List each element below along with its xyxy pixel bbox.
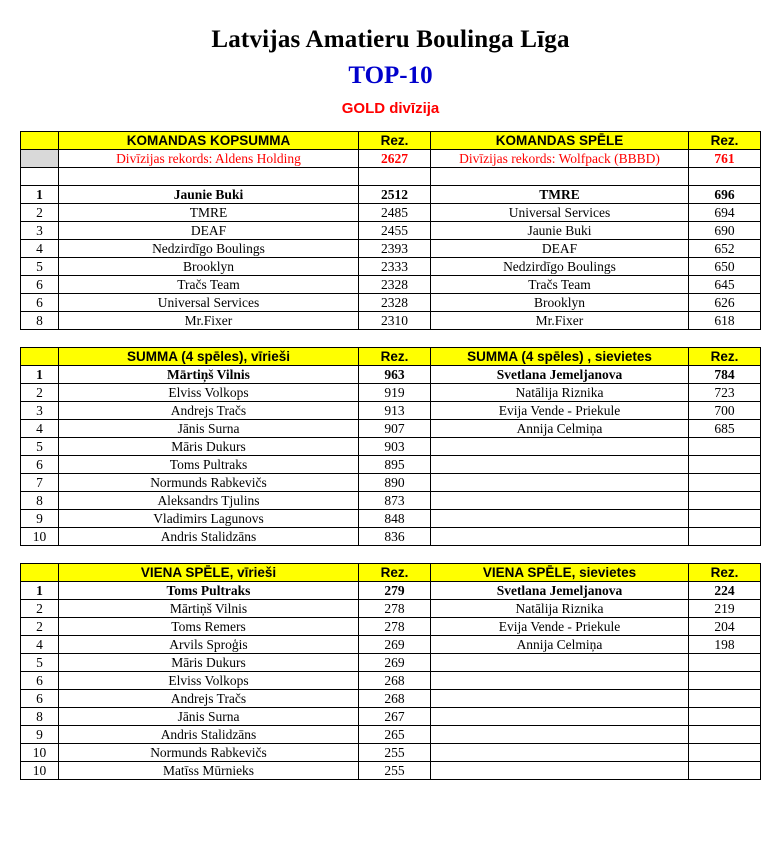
right-name-cell	[431, 690, 689, 708]
table-row	[21, 636, 761, 654]
division-label: GOLD divīzija	[341, 100, 440, 117]
right-name-cell	[431, 744, 689, 762]
right-value-cell: 204	[689, 618, 761, 636]
left-value-cell: 268	[359, 690, 431, 708]
left-name-cell: DEAF	[59, 222, 359, 240]
left-value-cell: 2328	[359, 294, 431, 312]
right-rez-header-cell: Rez.	[689, 348, 761, 366]
right-name-cell: Brooklyn	[431, 294, 689, 312]
rank-cell: 4	[21, 636, 59, 654]
left-name-cell: Jānis Surna	[59, 420, 359, 438]
rank-cell: 5	[21, 654, 59, 672]
left-name-cell: Universal Services	[59, 294, 359, 312]
right-value-cell: 700	[689, 402, 761, 420]
right-name-cell	[431, 726, 689, 744]
right-value-cell	[689, 744, 761, 762]
left-name-cell: Normunds Rabkevičs	[59, 744, 359, 762]
spacer-cell	[431, 168, 689, 186]
document-page	[0, 26, 781, 846]
right-value-cell	[689, 690, 761, 708]
left-value-cell: 2485	[359, 204, 431, 222]
right-name-cell	[431, 654, 689, 672]
right-header-cell: KOMANDAS SPĒLE	[431, 132, 689, 150]
right-value-cell	[689, 654, 761, 672]
right-name-cell	[431, 708, 689, 726]
table-row	[21, 294, 761, 312]
gap-cell	[21, 330, 59, 347]
right-value-cell	[689, 474, 761, 492]
left-name-cell: Vladimirs Lagunovs	[59, 510, 359, 528]
left-name-cell: Andris Stalidzāns	[59, 528, 359, 546]
right-name-cell	[431, 528, 689, 546]
left-name-cell: Jānis Surna	[59, 708, 359, 726]
left-value-cell: 836	[359, 528, 431, 546]
table-row	[21, 744, 761, 762]
rank-header-cell	[21, 132, 59, 150]
rank-cell: 10	[21, 744, 59, 762]
left-value-cell: 963	[359, 366, 431, 384]
right-name-cell: Universal Services	[431, 204, 689, 222]
left-value-cell: 2333	[359, 258, 431, 276]
left-name-cell: Andrejs Tračs	[59, 690, 359, 708]
right-value-cell: 650	[689, 258, 761, 276]
spacer-cell	[689, 168, 761, 186]
teams-table	[20, 131, 761, 330]
left-name-cell: Arvils Sproģis	[59, 636, 359, 654]
right-name-cell: Svetlana Jemeljanova	[431, 582, 689, 600]
right-value-cell: 626	[689, 294, 761, 312]
right-name-cell: Natālija Riznika	[431, 600, 689, 618]
gap-cell	[689, 546, 761, 563]
single-game-table	[20, 563, 761, 780]
right-name-cell: Annija Celmiņa	[431, 420, 689, 438]
table-row	[21, 420, 761, 438]
table-row	[21, 384, 761, 402]
section-gap-1	[21, 330, 761, 347]
table-row	[21, 582, 761, 600]
table-row	[21, 474, 761, 492]
right-value-cell: 690	[689, 222, 761, 240]
left-header-cell: VIENA SPĒLE, vīrieši	[59, 564, 359, 582]
table-row	[21, 240, 761, 258]
rank-cell: 4	[21, 240, 59, 258]
left-value-cell: 895	[359, 456, 431, 474]
spacer-cell	[359, 168, 431, 186]
left-record-value: 2627	[359, 150, 431, 168]
right-name-cell: Evija Vende - Priekule	[431, 618, 689, 636]
rank-header-cell	[21, 564, 59, 582]
right-name-cell: Natālija Riznika	[431, 384, 689, 402]
left-value-cell: 2455	[359, 222, 431, 240]
rank-cell: 5	[21, 438, 59, 456]
table-row	[21, 258, 761, 276]
table-row	[21, 492, 761, 510]
rank-cell: 6	[21, 294, 59, 312]
right-name-cell: DEAF	[431, 240, 689, 258]
table-row	[21, 690, 761, 708]
right-value-cell	[689, 492, 761, 510]
left-name-cell: TMRE	[59, 204, 359, 222]
left-value-cell: 269	[359, 636, 431, 654]
left-name-cell: Toms Pultraks	[59, 456, 359, 474]
left-value-cell: 2328	[359, 276, 431, 294]
rank-cell: 4	[21, 420, 59, 438]
right-name-cell	[431, 492, 689, 510]
table-row	[21, 366, 761, 384]
gap-cell	[21, 546, 59, 563]
rank-cell: 2	[21, 618, 59, 636]
right-value-cell: 645	[689, 276, 761, 294]
right-name-cell	[431, 474, 689, 492]
right-name-cell	[431, 510, 689, 528]
left-value-cell: 903	[359, 438, 431, 456]
right-record-label: Divīzijas rekords: Wolfpack (BBBD)	[431, 150, 689, 168]
table-row	[21, 618, 761, 636]
gap-row	[21, 546, 761, 563]
left-value-cell: 907	[359, 420, 431, 438]
rank-cell: 2	[21, 204, 59, 222]
left-name-cell: Brooklyn	[59, 258, 359, 276]
left-name-cell: Māris Dukurs	[59, 654, 359, 672]
left-rez-header-cell: Rez.	[359, 564, 431, 582]
right-record-value: 761	[689, 150, 761, 168]
table-row	[21, 708, 761, 726]
rank-cell: 10	[21, 528, 59, 546]
rank-cell: 6	[21, 456, 59, 474]
left-name-cell: Tračs Team	[59, 276, 359, 294]
rank-cell: 1	[21, 366, 59, 384]
left-name-cell: Aleksandrs Tjulins	[59, 492, 359, 510]
left-rez-header-cell: Rez.	[359, 348, 431, 366]
left-value-cell: 913	[359, 402, 431, 420]
right-name-cell	[431, 438, 689, 456]
left-name-cell: Mārtiņš Vilnis	[59, 366, 359, 384]
right-header-cell: VIENA SPĒLE, sievietes	[431, 564, 689, 582]
table-header-row	[21, 564, 761, 582]
right-name-cell	[431, 672, 689, 690]
left-value-cell: 848	[359, 510, 431, 528]
left-header-cell: SUMMA (4 spēles), vīrieši	[59, 348, 359, 366]
right-name-cell: Annija Celmiņa	[431, 636, 689, 654]
right-value-cell	[689, 726, 761, 744]
rank-cell: 5	[21, 258, 59, 276]
table-header-row	[21, 132, 761, 150]
left-name-cell: Mr.Fixer	[59, 312, 359, 330]
right-value-cell	[689, 456, 761, 474]
left-name-cell: Toms Pultraks	[59, 582, 359, 600]
left-value-cell: 2512	[359, 186, 431, 204]
left-name-cell: Andrejs Tračs	[59, 402, 359, 420]
left-value-cell: 279	[359, 582, 431, 600]
right-header-cell: SUMMA (4 spēles) , sievietes	[431, 348, 689, 366]
rank-cell: 9	[21, 510, 59, 528]
table-row	[21, 204, 761, 222]
right-name-cell: TMRE	[431, 186, 689, 204]
table-row	[21, 438, 761, 456]
left-value-cell: 269	[359, 654, 431, 672]
left-name-cell: Matīss Mūrnieks	[59, 762, 359, 780]
gap-cell	[59, 330, 359, 347]
table-row	[21, 456, 761, 474]
right-value-cell: 618	[689, 312, 761, 330]
right-rez-header-cell: Rez.	[689, 132, 761, 150]
rank-cell: 9	[21, 726, 59, 744]
table-row	[21, 726, 761, 744]
table-row	[21, 510, 761, 528]
rank-cell: 10	[21, 762, 59, 780]
page-subtitle: TOP-10	[348, 62, 433, 89]
spacer-cell	[21, 168, 59, 186]
right-value-cell	[689, 438, 761, 456]
right-value-cell	[689, 762, 761, 780]
table-row	[21, 222, 761, 240]
right-value-cell: 723	[689, 384, 761, 402]
table-row	[21, 672, 761, 690]
right-name-cell: Tračs Team	[431, 276, 689, 294]
left-value-cell: 268	[359, 672, 431, 690]
record-row	[21, 150, 761, 168]
table-row	[21, 762, 761, 780]
rank-cell: 8	[21, 708, 59, 726]
rank-cell: 1	[21, 582, 59, 600]
rank-cell: 8	[21, 492, 59, 510]
table-row	[21, 654, 761, 672]
rank-cell: 6	[21, 672, 59, 690]
right-value-cell	[689, 510, 761, 528]
left-value-cell: 278	[359, 618, 431, 636]
left-header-cell: KOMANDAS KOPSUMMA	[59, 132, 359, 150]
table-row	[21, 528, 761, 546]
right-name-cell	[431, 762, 689, 780]
right-value-cell: 652	[689, 240, 761, 258]
left-value-cell: 265	[359, 726, 431, 744]
left-name-cell: Elviss Volkops	[59, 384, 359, 402]
rank-cell: 8	[21, 312, 59, 330]
table-header-row	[21, 348, 761, 366]
gap-cell	[431, 330, 689, 347]
rank-cell: 2	[21, 600, 59, 618]
left-name-cell: Mārtiņš Vilnis	[59, 600, 359, 618]
left-value-cell: 2393	[359, 240, 431, 258]
right-value-cell: 224	[689, 582, 761, 600]
rank-cell: 6	[21, 276, 59, 294]
right-value-cell: 685	[689, 420, 761, 438]
gap-cell	[359, 546, 431, 563]
left-name-cell: Jaunie Buki	[59, 186, 359, 204]
right-value-cell: 696	[689, 186, 761, 204]
right-name-cell: Nedzirdīgo Boulings	[431, 258, 689, 276]
right-value-cell: 694	[689, 204, 761, 222]
left-record-label: Divīzijas rekords: Aldens Holding	[59, 150, 359, 168]
left-rez-header-cell: Rez.	[359, 132, 431, 150]
left-value-cell: 278	[359, 600, 431, 618]
right-value-cell	[689, 708, 761, 726]
left-value-cell: 919	[359, 384, 431, 402]
left-value-cell: 255	[359, 744, 431, 762]
rank-cell: 3	[21, 222, 59, 240]
left-name-cell: Andris Stalidzāns	[59, 726, 359, 744]
section-gap-2	[21, 546, 761, 563]
left-value-cell: 890	[359, 474, 431, 492]
right-value-cell: 784	[689, 366, 761, 384]
left-name-cell: Normunds Rabkevičs	[59, 474, 359, 492]
left-value-cell: 873	[359, 492, 431, 510]
series-sum-table	[20, 347, 761, 546]
right-name-cell	[431, 456, 689, 474]
table-row	[21, 402, 761, 420]
rank-header-cell	[21, 348, 59, 366]
table-row	[21, 276, 761, 294]
gap-cell	[59, 546, 359, 563]
right-name-cell: Svetlana Jemeljanova	[431, 366, 689, 384]
gap-row	[21, 330, 761, 347]
table-row	[21, 600, 761, 618]
page-title: Latvijas Amatieru Boulinga Līga	[211, 26, 570, 53]
left-name-cell: Nedzirdīgo Boulings	[59, 240, 359, 258]
rank-cell: 1	[21, 186, 59, 204]
right-name-cell: Mr.Fixer	[431, 312, 689, 330]
left-value-cell: 255	[359, 762, 431, 780]
rank-cell: 7	[21, 474, 59, 492]
left-value-cell: 267	[359, 708, 431, 726]
table-row	[21, 312, 761, 330]
rank-cell: 6	[21, 690, 59, 708]
gap-cell	[431, 546, 689, 563]
right-name-cell: Evija Vende - Priekule	[431, 402, 689, 420]
left-name-cell: Elviss Volkops	[59, 672, 359, 690]
rank-cell: 3	[21, 402, 59, 420]
right-rez-header-cell: Rez.	[689, 564, 761, 582]
right-value-cell	[689, 672, 761, 690]
gap-cell	[359, 330, 431, 347]
rank-cell: 2	[21, 384, 59, 402]
left-name-cell: Māris Dukurs	[59, 438, 359, 456]
record-rank-cell	[21, 150, 59, 168]
right-name-cell: Jaunie Buki	[431, 222, 689, 240]
table-row	[21, 186, 761, 204]
right-value-cell: 219	[689, 600, 761, 618]
left-value-cell: 2310	[359, 312, 431, 330]
spacer-cell	[59, 168, 359, 186]
spacer-row	[21, 168, 761, 186]
right-value-cell	[689, 528, 761, 546]
right-value-cell: 198	[689, 636, 761, 654]
gap-cell	[689, 330, 761, 347]
left-name-cell: Toms Remers	[59, 618, 359, 636]
